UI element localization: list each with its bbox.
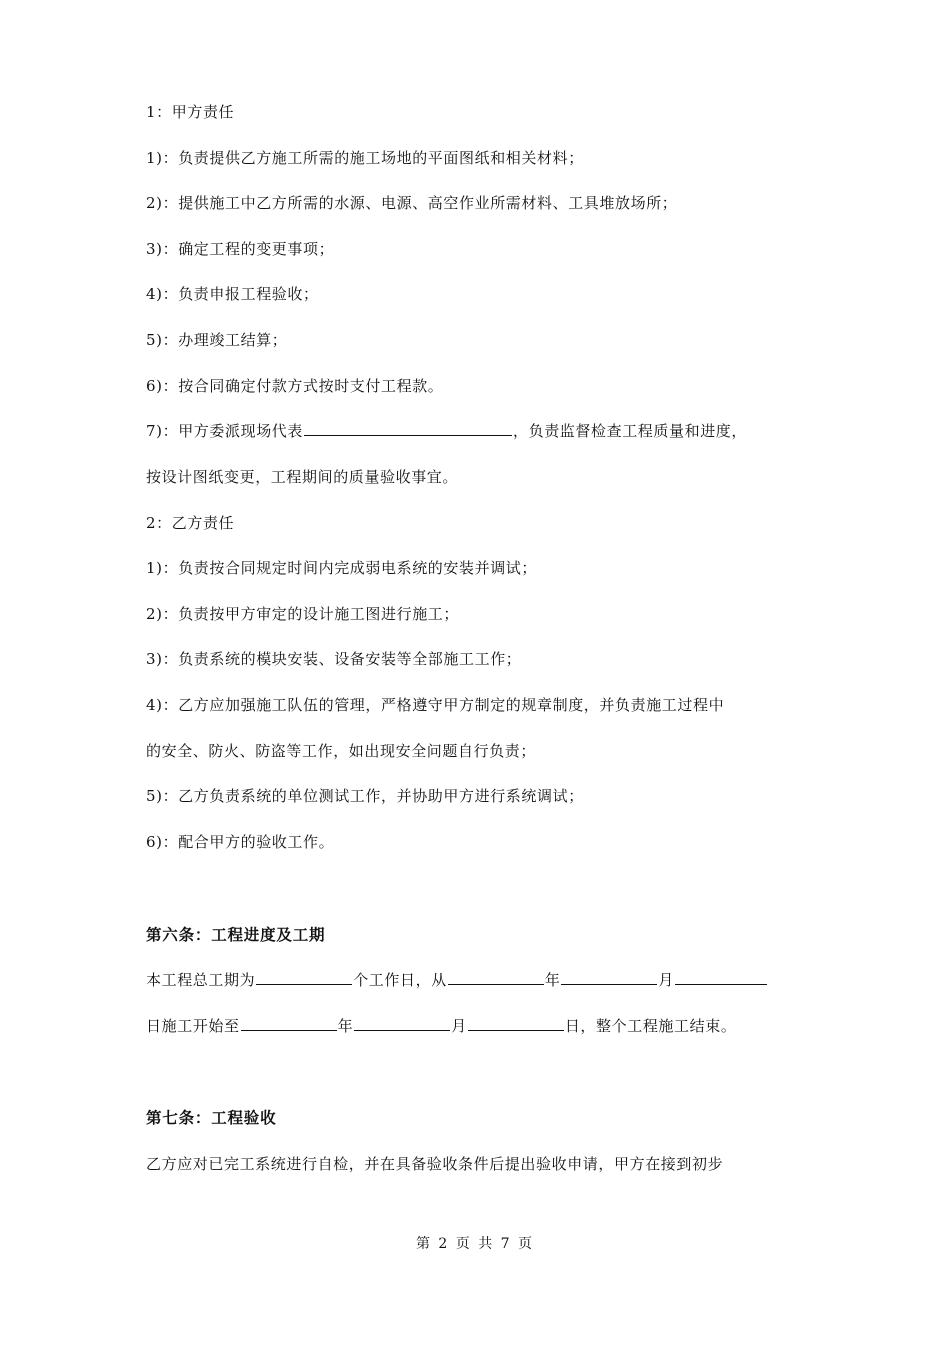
party-a-heading: 1：甲方责任 bbox=[146, 103, 235, 121]
art6-text-8: 日，整个工程施工结束。 bbox=[564, 1017, 737, 1035]
start-year-blank[interactable] bbox=[448, 970, 544, 985]
party-b-item-2: 2)：负责按甲方审定的设计施工图进行施工； bbox=[146, 605, 459, 623]
party-b-item-1: 1)：负责按合同规定时间内完成弱电系统的安装并调试； bbox=[146, 559, 537, 577]
art6-text-4: 月 bbox=[658, 971, 675, 989]
art6-text-2: 个工作日，从 bbox=[353, 971, 447, 989]
total-days-blank[interactable] bbox=[256, 970, 352, 985]
party-b-item-3: 3)：负责系统的模块安装、设备安装等全部施工工作； bbox=[146, 650, 522, 668]
end-day-blank[interactable] bbox=[468, 1016, 564, 1031]
art6-text-3: 年 bbox=[544, 971, 561, 989]
article-7-heading: 第七条：工程验收 bbox=[146, 1108, 277, 1127]
start-day-blank[interactable] bbox=[675, 970, 767, 985]
party-a-item-7-continued: 按设计图纸变更，工程期间的质量验收事宜。 bbox=[146, 468, 459, 486]
end-month-blank[interactable] bbox=[354, 1016, 450, 1031]
art6-text-7: 月 bbox=[451, 1017, 467, 1035]
party-a-item-6: 6)：按合同确定付款方式按时支付工程款。 bbox=[146, 377, 444, 395]
party-a-item-3: 3)：确定工程的变更事项； bbox=[146, 240, 335, 258]
party-b-item-4: 4)：乙方应加强施工队伍的管理，严格遵守甲方制定的规章制度，并负责施工过程中 bbox=[146, 696, 725, 714]
party-a-item-5: 5)：办理竣工结算； bbox=[146, 331, 288, 349]
party-b-heading: 2：乙方责任 bbox=[146, 514, 235, 532]
party-b-item-4-continued: 的安全、防火、防盗等工作，如出现安全问题自行负责； bbox=[146, 742, 537, 760]
article-6-line-1 bbox=[146, 969, 768, 991]
item7-suffix: ，负责监督检查工程质量和进度， bbox=[513, 422, 748, 440]
item7-prefix: 7)：甲方委派现场代表 bbox=[146, 422, 303, 440]
party-a-item-2: 2)：提供施工中乙方所需的水源、电源、高空作业所需材料、工具堆放场所； bbox=[146, 194, 678, 212]
party-a-item-1: 1)：负责提供乙方施工所需的施工场地的平面图纸和相关材料； bbox=[146, 149, 584, 167]
article-6-line-2 bbox=[146, 1015, 736, 1037]
party-b-item-5: 5)：乙方负责系统的单位测试工作，并协助甲方进行系统调试； bbox=[146, 787, 584, 805]
article-7-text: 乙方应对已完工系统进行自检，并在具备验收条件后提出验收申请，甲方在接到初步 bbox=[146, 1155, 724, 1173]
party-b-item-6: 6)：配合甲方的验收工作。 bbox=[146, 833, 335, 851]
representative-blank[interactable] bbox=[304, 421, 512, 436]
party-a-item-4: 4)：负责申报工程验收； bbox=[146, 285, 319, 303]
start-month-blank[interactable] bbox=[561, 970, 657, 985]
party-a-item-7 bbox=[146, 420, 747, 442]
page-footer: 第 2 页 共 7 页 bbox=[415, 1236, 535, 1252]
art6-text-5: 日施工开始至 bbox=[146, 1017, 240, 1035]
art6-text-6: 年 bbox=[337, 1017, 354, 1035]
end-year-blank[interactable] bbox=[241, 1016, 337, 1031]
art6-text-1: 本工程总工期为 bbox=[146, 971, 256, 989]
article-6-heading: 第六条：工程进度及工期 bbox=[146, 925, 326, 944]
